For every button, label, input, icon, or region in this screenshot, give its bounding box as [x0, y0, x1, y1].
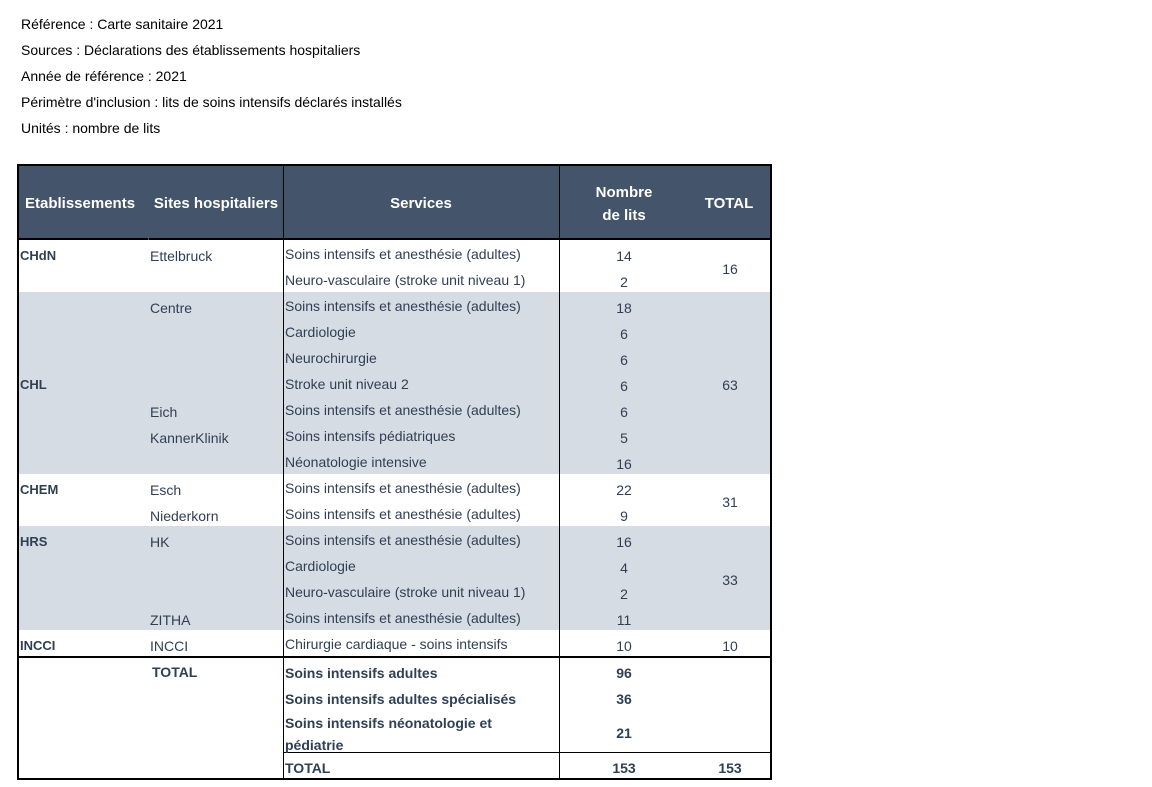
service-cell: Neurochirurgie [285, 350, 377, 366]
lits-cell: 5 [620, 430, 628, 446]
beds-table [17, 164, 772, 780]
divider-header [148, 166, 149, 240]
service-cell: Cardiologie [285, 324, 356, 340]
site-kannerklinik: KannerKlinik [150, 430, 229, 446]
lits-cell: 9 [620, 508, 628, 524]
hospital-hrs: HRS [20, 534, 48, 549]
service-cell: Cardiologie [285, 558, 356, 574]
meta-scope: Périmètre d'inclusion : lits de soins intensifs déclarés installés [21, 94, 402, 110]
hospital-total-chl: 63 [722, 377, 738, 393]
lits-cell: 14 [616, 248, 632, 264]
service-cell: Soins intensifs et anesthésie (adultes) [285, 480, 521, 496]
service-cell: Soins intensifs et anesthésie (adultes) [285, 246, 521, 262]
site-incci: INCCI [150, 638, 189, 654]
header-services: Services [390, 195, 452, 212]
hospital-chl: CHL [20, 377, 47, 392]
site-centre: Centre [150, 300, 193, 316]
grand-total-value: 153 [718, 760, 742, 776]
grand-total-label: TOTAL [285, 760, 331, 776]
service-cell: Neuro-vasculaire (stroke unit niveau 1) [285, 272, 526, 288]
service-cell: Soins intensifs et anesthésie (adultes) [285, 506, 521, 522]
header-nombre-line1: Nombre [595, 184, 653, 201]
service-cell: Chirurgie cardiaque - soins intensifs [285, 636, 508, 652]
lits-cell: 10 [616, 638, 632, 654]
meta-reference: Référence : Carte sanitaire 2021 [21, 16, 224, 32]
lits-cell: 4 [620, 560, 628, 576]
service-cell: Soins intensifs et anesthésie (adultes) [285, 298, 521, 314]
header-sites: Sites hospitaliers [153, 195, 279, 212]
service-cell: Stroke unit niveau 2 [285, 376, 409, 392]
service-cell: Soins intensifs et anesthésie (adultes) [285, 532, 521, 548]
hospital-total-hrs: 33 [722, 572, 738, 588]
lits-cell: 6 [620, 352, 628, 368]
site-eich: Eich [150, 404, 178, 420]
site-ettelbruck: Ettelbruck [150, 248, 213, 264]
service-cell: Soins intensifs pédiatriques [285, 428, 456, 444]
total-neonat-label-line2: pédiatrie [285, 737, 344, 753]
lits-cell: 11 [616, 612, 632, 628]
header-total: TOTAL [704, 195, 754, 212]
header-nombre-line2: de lits [602, 207, 646, 224]
service-cell: Néonatologie intensive [285, 454, 427, 470]
table-header [19, 166, 770, 240]
lits-cell: 6 [620, 404, 628, 420]
lits-cell: 6 [620, 378, 628, 394]
site-niederkorn: Niederkorn [150, 508, 219, 524]
hospital-chem: CHEM [20, 482, 59, 497]
total-specialises-label: Soins intensifs adultes spécialisés [285, 691, 517, 707]
lits-cell: 16 [616, 456, 632, 472]
site-zitha: ZITHA [150, 612, 191, 628]
meta-year: Année de référence : 2021 [21, 68, 187, 84]
hospital-total-incci: 10 [722, 638, 738, 654]
lits-cell: 2 [620, 274, 628, 290]
total-adultes-label: Soins intensifs adultes [285, 665, 438, 681]
hospital-total-chem: 31 [722, 494, 738, 510]
lits-cell: 2 [620, 586, 628, 602]
header-etablissements: Etablissements [25, 195, 136, 212]
service-cell: Neuro-vasculaire (stroke unit niveau 1) [285, 584, 526, 600]
hospital-chdn: CHdN [20, 248, 57, 263]
hospital-incci: INCCI [20, 638, 56, 653]
service-cell: Soins intensifs et anesthésie (adultes) [285, 610, 521, 626]
total-specialises-value: 36 [616, 691, 632, 707]
lits-cell: 16 [616, 534, 632, 550]
lits-cell: 6 [620, 326, 628, 342]
divider-services [283, 166, 284, 780]
divider-lits [559, 166, 560, 780]
meta-units: Unités : nombre de lits [21, 120, 161, 136]
totals-label: TOTAL [152, 664, 198, 680]
divider-grand-total [283, 752, 770, 753]
site-esch: Esch [150, 482, 182, 498]
grand-total-lits: 153 [612, 760, 636, 776]
hospital-total-chdn: 16 [722, 261, 738, 277]
site-hk: HK [150, 534, 170, 550]
lits-cell: 18 [616, 300, 632, 316]
lits-cell: 22 [616, 482, 632, 498]
meta-sources: Sources : Déclarations des établissements hospitaliers [21, 42, 361, 58]
divider-totals [19, 656, 770, 658]
total-neonat-label-line1: Soins intensifs néonatologie et [285, 715, 492, 731]
service-cell: Soins intensifs et anesthésie (adultes) [285, 402, 521, 418]
total-neonat-value: 21 [616, 725, 632, 741]
total-adultes-value: 96 [616, 665, 632, 681]
